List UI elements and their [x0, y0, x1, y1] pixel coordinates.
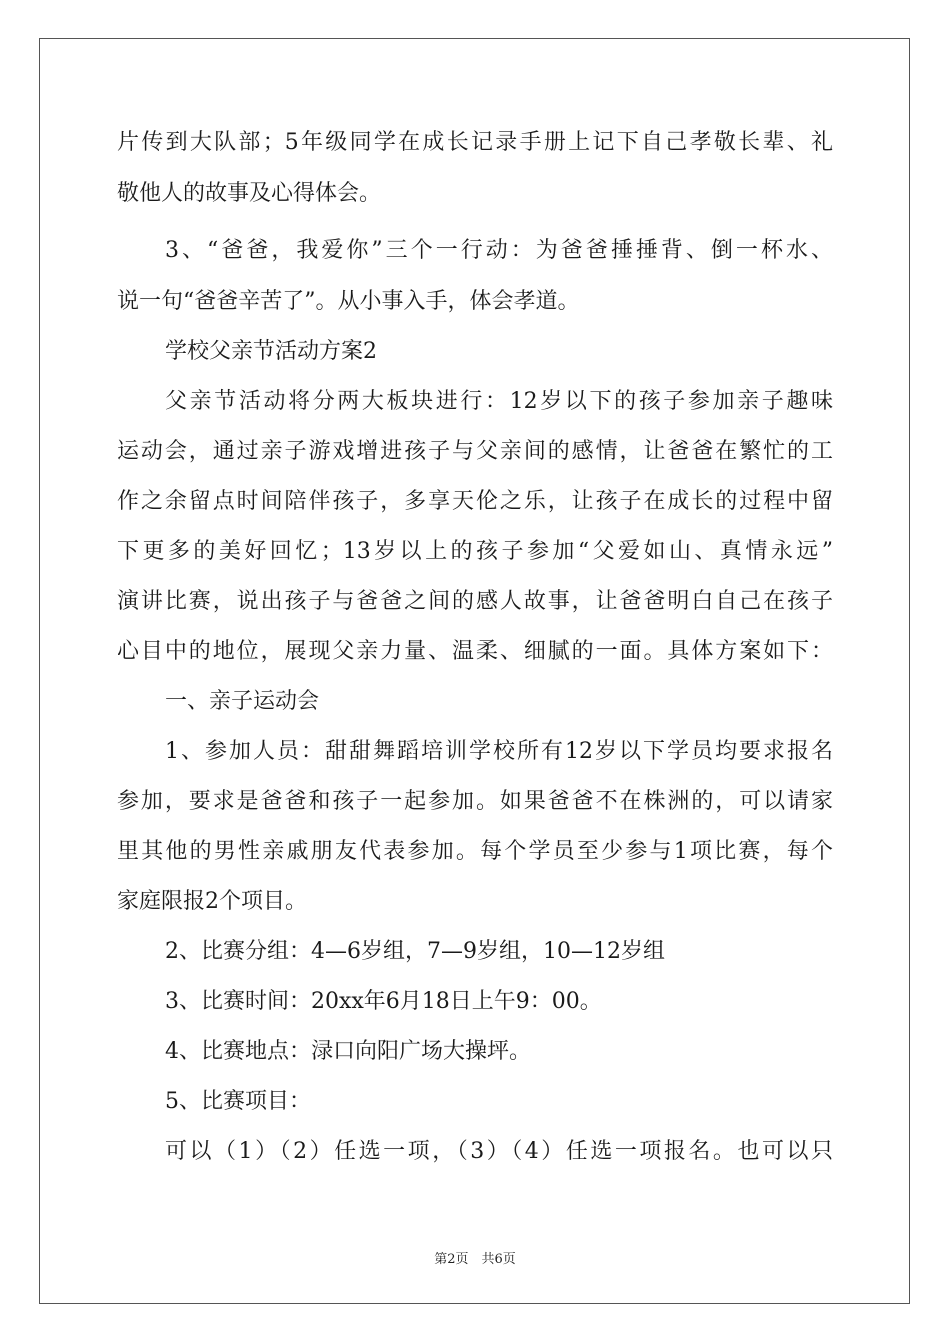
paragraph-line: 演讲比赛，说出孩子与爸爸之间的感人故事，让爸爸明白自己在孩子: [117, 589, 833, 614]
paragraph-line: 2、比赛分组：4—6岁组，7—9岁组，10—12岁组: [165, 939, 665, 964]
paragraph-line: 可以（1）（2）任选一项，（3）（4）任选一项报名。也可以只: [165, 1139, 833, 1164]
paragraph-line: 参加，要求是爸爸和孩子一起参加。如果爸爸不在株洲的，可以请家: [117, 789, 833, 814]
section-heading: 一、亲子运动会: [165, 689, 320, 714]
paragraph-line: 运动会，通过亲子游戏增进孩子与父亲间的感情，让爸爸在繁忙的工: [117, 439, 833, 464]
paragraph-line: 作之余留点时间陪伴孩子，多享天伦之乐，让孩子在成长的过程中留: [117, 489, 833, 514]
paragraph-line: 3、“爸爸，我爱你”三个一行动：为爸爸捶捶背、倒一杯水、: [165, 238, 833, 263]
paragraph-line: 家庭限报2个项目。: [117, 889, 307, 914]
paragraph-line: 片传到大队部；5年级同学在成长记录手册上记下自己孝敬长辈、礼: [117, 130, 833, 155]
paragraph-line: 里其他的男性亲戚朋友代表参加。每个学员至少参与1项比赛，每个: [117, 839, 833, 864]
paragraph-line: 说一句“爸爸辛苦了”。从小事入手，体会孝道。: [117, 289, 580, 314]
paragraph-line: 4、比赛地点：渌口向阳广场大操坪。: [165, 1039, 531, 1064]
section-heading: 学校父亲节活动方案2: [165, 339, 377, 364]
paragraph-line: 父亲节活动将分两大板块进行：12岁以下的孩子参加亲子趣味: [165, 389, 833, 414]
paragraph-line: 3、比赛时间：20xx年6月18日上午9：00。: [165, 989, 602, 1014]
paragraph-line: 1、参加人员：甜甜舞蹈培训学校所有12岁以下学员均要求报名: [165, 739, 833, 764]
paragraph-line: 敬他人的故事及心得体会。: [117, 181, 382, 206]
paragraph-line: 5、比赛项目：: [165, 1089, 311, 1114]
paragraph-line: 心目中的地位，展现父亲力量、温柔、细腻的一面。具体方案如下：: [117, 639, 833, 664]
page-footer: 第2页 共6页: [434, 1252, 516, 1267]
paragraph-line: 下更多的美好回忆；13岁以上的孩子参加“父爱如山、真情永远”: [117, 539, 833, 564]
